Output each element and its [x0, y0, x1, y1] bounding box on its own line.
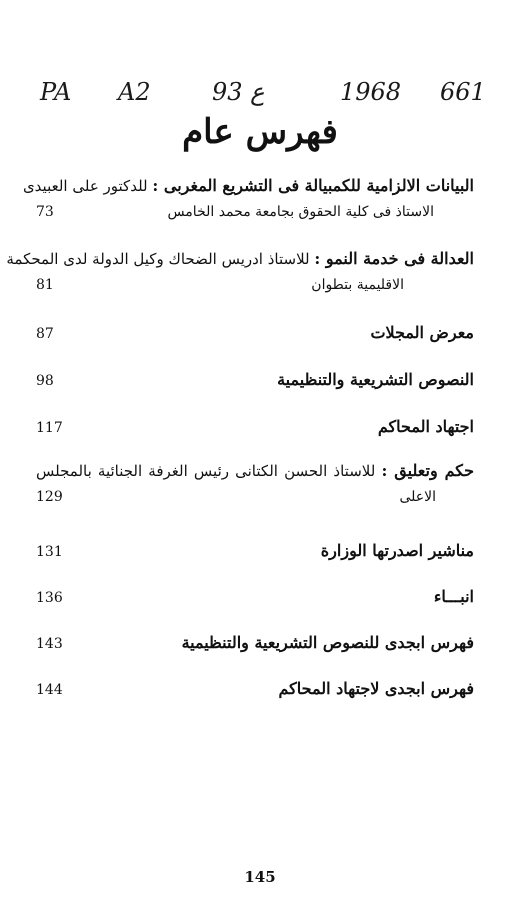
toc-entry: [36, 540, 474, 564]
toc-entry-row: [36, 678, 474, 702]
toc-entry-page: 136: [36, 590, 63, 606]
toc-entry-heading: النصوص التشريعية والتنظيمية: [277, 370, 474, 389]
toc-entry-row: [36, 632, 474, 656]
handwritten-mark-2: A2: [118, 78, 151, 106]
page-title: فهرس عام: [182, 112, 338, 152]
toc-entry-line: [22, 176, 474, 196]
toc-entry: [36, 678, 474, 702]
toc-entry-heading: مناشير اصدرتها الوزارة: [320, 541, 474, 560]
toc-entry-row: [36, 369, 474, 393]
toc-entry-heading: انبـــاء: [433, 587, 474, 606]
toc-entry-subline: الاستاذ فى كلية الحقوق بجامعة محمد الخامس: [167, 204, 434, 220]
toc-entry-page: 131: [36, 544, 63, 560]
handwritten-mark-3: 93 ع: [212, 78, 265, 106]
toc-entry-line: [6, 249, 474, 269]
toc-entry-page: 87: [36, 326, 54, 342]
toc-entry: [36, 586, 474, 610]
toc-entry-page: 144: [36, 682, 63, 698]
toc-entry: [36, 632, 474, 656]
toc-entry-subline: الاعلى: [399, 489, 436, 505]
toc-entry-page: 98: [36, 373, 54, 389]
toc-entry-page: 129: [36, 489, 63, 505]
toc-entry: [36, 416, 474, 440]
toc-entry-row: [36, 322, 474, 346]
toc-entry: [6, 249, 474, 297]
toc-entry: [36, 461, 474, 509]
toc-entry-row: [36, 586, 474, 610]
page-number: 145: [244, 868, 276, 886]
toc-entry-row: [36, 540, 474, 564]
toc-entry-page: 117: [36, 420, 63, 436]
toc-entry-heading: حكم وتعليق :: [381, 461, 474, 480]
toc-entry: [36, 322, 474, 346]
toc-entry-author: للاستاذ الحسن الكتانى رئيس الغرفة الجنائية بالمجلس: [36, 462, 382, 480]
toc-entry-author: للدكتور على العبيدى: [22, 177, 153, 195]
toc-entry-heading: اجتهاد المحاكم: [377, 417, 474, 436]
toc-entry-subline: الاقليمية بتطوان: [311, 277, 404, 293]
handwritten-mark-1: PA: [40, 78, 72, 106]
toc-entry: [22, 176, 474, 224]
toc-entry-heading: فهرس ابجدى لاجتهاد المحاكم: [278, 679, 474, 698]
handwritten-mark-4: 1968: [340, 78, 402, 106]
toc-entry-heading: البيانات الالزامية للكمبيالة فى التشريع المغربى :: [152, 176, 474, 195]
toc-entry-row: [36, 275, 474, 297]
toc-entry-row: [36, 416, 474, 440]
toc-entry-row: [36, 487, 474, 509]
toc-entry-page: 143: [36, 636, 63, 652]
toc-entry: [36, 369, 474, 393]
toc-entry-heading: معرض المجلات: [370, 323, 474, 342]
toc-entry-author: للاستاذ ادريس الضحاك وكيل الدولة لدى المحكمة: [6, 250, 315, 268]
toc-entry-heading: فهرس ابجدى للنصوص التشريعية والتنظيمية: [181, 633, 474, 652]
toc-entry-row: [36, 202, 474, 224]
toc-entry-page: 81: [36, 277, 54, 293]
handwritten-mark-5: 661: [440, 78, 486, 106]
toc-entry-page: 73: [36, 204, 54, 220]
toc-entry-heading: العدالة فى خدمة النمو :: [314, 249, 474, 268]
toc-entry-line: [36, 461, 474, 481]
